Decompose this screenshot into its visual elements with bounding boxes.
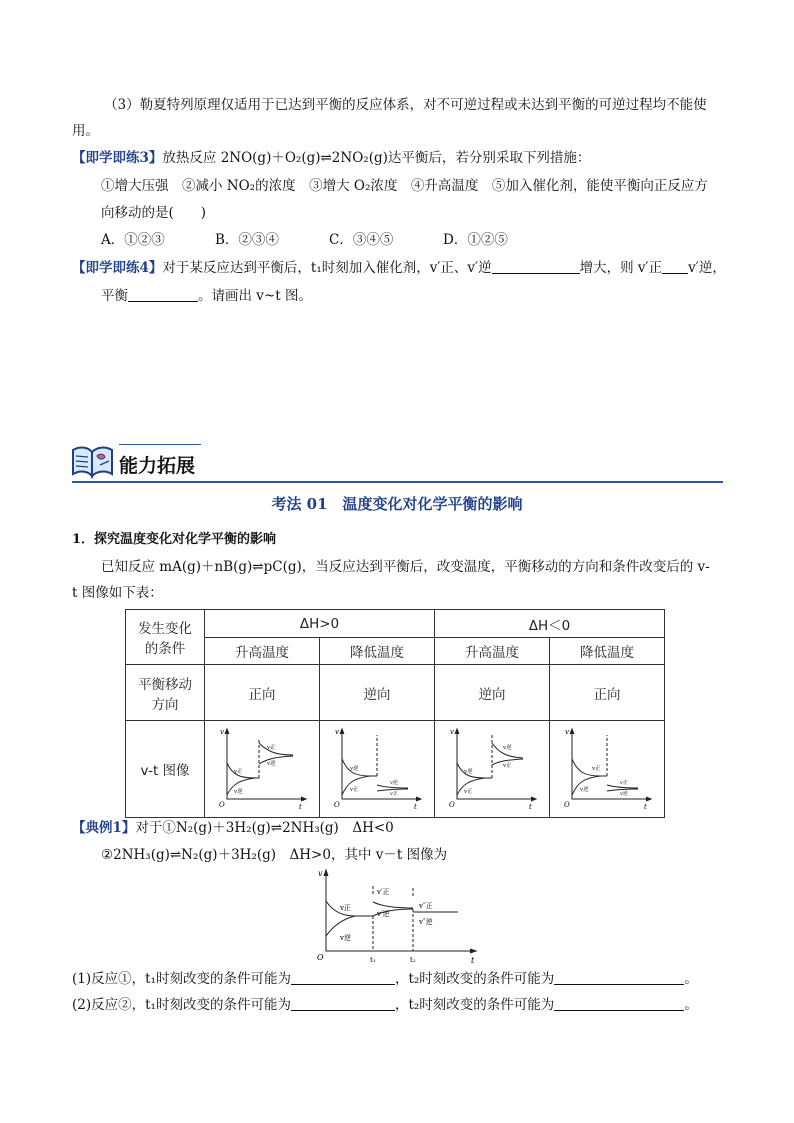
part1-intro-line1: 已知反应 mA(g)＋nB(g)⇌pC(g)，当反应达到平衡后，改变温度，平衡移动的方向和条件改变后的 v-: [101, 559, 710, 575]
label-v1-zheng: v正: [620, 780, 628, 786]
vt-graph-2: [322, 721, 432, 813]
label-v1-zheng: v正: [503, 763, 512, 769]
question-2-a: (2)反应②，t₁时刻改变的条件可能为: [72, 997, 291, 1013]
vt-graph-1: [207, 721, 317, 813]
table-row-label-line2: 方向: [151, 696, 179, 713]
exercise-4-line2-b: 。请画出 v~t 图。: [198, 288, 312, 304]
axis-t: t: [529, 803, 532, 811]
section-title: 考法 01 温度变化对化学平衡的影响: [271, 495, 523, 513]
label-v-zheng: v正: [350, 787, 359, 793]
table-condition-cell: 升高温度: [205, 638, 320, 665]
exercise-4-label: 【即学即练4】: [72, 260, 163, 276]
question-1-a: (1)反应①，t₁时刻改变的条件可能为: [72, 971, 291, 987]
table-row-label-vt: v-t 图像: [126, 721, 205, 818]
label-v1-zheng: v正: [390, 791, 398, 797]
label-v-ni: v逆: [340, 934, 351, 942]
label-v1-ni: v逆: [267, 761, 276, 767]
table-direction-cell: 逆向: [435, 665, 550, 721]
question-2-end: 。: [684, 997, 698, 1013]
label-v-ni: v逆: [580, 787, 589, 793]
label-v2-ni: v″逆: [419, 918, 433, 926]
exercise-3-options-line1: ①增大压强 ②减小 NO₂的浓度 ③增大 O₂浓度 ④升高温度 ⑤加入催化剂，能使平衡向正反应方: [101, 178, 708, 194]
example-1: [72, 818, 394, 838]
label-v1-ni: v逆: [503, 745, 512, 751]
exercise-4-line2: [101, 286, 312, 306]
exercise-3: [72, 148, 590, 168]
table-group-dh-positive: ΔH>0: [205, 610, 435, 638]
example-1-line2: ②2NH₃(g)⇌N₂(g)＋3H₂(g) ΔH>0，其中 v－t 图像为: [101, 847, 448, 863]
table-corner-cell: [126, 610, 205, 665]
label-v1-ni: v逆: [620, 791, 628, 797]
axis-origin: O: [449, 801, 455, 809]
label-v-ni: v逆: [234, 789, 243, 795]
table-direction-cell: 正向: [205, 665, 320, 721]
axis-origin: O: [334, 801, 340, 809]
axis-origin: O: [317, 953, 324, 962]
exercise-3-choice-b: B．②③④: [215, 232, 279, 248]
table-graph-cell: [435, 721, 550, 818]
label-v-zheng: v正: [234, 769, 243, 775]
axis-t: t: [644, 803, 647, 811]
label-v1-zheng: v正: [267, 745, 276, 751]
part1-intro-line2: t 图像如下表：: [72, 585, 163, 601]
paragraph-3-line1: （3）勒夏特列原理仅适用于已达到平衡的反应体系，对不可逆过程或未达到平衡的可逆过程均不能使: [104, 97, 707, 113]
table-condition-cell: 升高温度: [435, 638, 550, 665]
banner-title: 能力拓展: [119, 455, 196, 477]
label-v-zheng: v正: [464, 789, 473, 795]
temperature-table: [125, 609, 665, 818]
exercise-4: [72, 258, 726, 278]
label-v1-ni: v逆: [390, 780, 398, 786]
table-condition-cell: 降低温度: [550, 638, 665, 665]
answer-blank[interactable]: [291, 970, 395, 985]
label-v-ni: v逆: [464, 769, 473, 775]
axis-t: t: [471, 956, 475, 965]
answer-blank[interactable]: [662, 259, 688, 274]
book-icon: [70, 438, 116, 482]
table-corner-line2: 的条件: [144, 641, 186, 657]
table-graph-cell: [320, 721, 435, 818]
axis-t: t: [414, 803, 417, 811]
table-direction-cell: 逆向: [320, 665, 435, 721]
label-v1-zheng: v′正: [377, 888, 390, 896]
table-graph-cell: [205, 721, 320, 818]
exercise-3-choice-d: D．①②⑤: [443, 232, 508, 248]
label-v-zheng: v正: [592, 766, 601, 772]
axis-origin: O: [219, 801, 225, 809]
part1-heading: 1．探究温度变化对化学平衡的影响: [72, 532, 277, 547]
example-1-vt-graph: [313, 866, 483, 966]
table-row-label-line1: 平衡移动: [138, 676, 192, 693]
example-1-label: 【典例1】: [72, 820, 136, 836]
answer-blank[interactable]: [554, 970, 684, 985]
label-v-ni: v逆: [350, 766, 359, 772]
answer-blank[interactable]: [554, 996, 684, 1011]
exercise-4-text-b: 增大，则 v′正: [579, 260, 663, 276]
example-1-line1: 对于①N₂(g)＋3H₂(g)⇌2NH₃(g) ΔH<0: [135, 820, 394, 836]
table-condition-cell: 降低温度: [320, 638, 435, 665]
label-t2: t₂: [410, 956, 416, 964]
question-1-b: ，t₂时刻改变的条件可能为: [394, 971, 555, 987]
paragraph-3-line2: 用。: [72, 123, 99, 139]
exercise-4-text-c: v′逆，: [688, 260, 726, 276]
label-t1: t₁: [370, 956, 376, 964]
table-row-label-direction: [126, 665, 205, 721]
table-direction-cell: 正向: [550, 665, 665, 721]
table-group-dh-negative: ΔH＜0: [435, 610, 665, 638]
label-v-zheng: v正: [340, 904, 351, 912]
question-1-end: 。: [684, 971, 698, 987]
axis-t: t: [299, 803, 302, 811]
exercise-3-label: 【即学即练3】: [72, 150, 163, 166]
question-2-b: ，t₂时刻改变的条件可能为: [394, 997, 555, 1013]
banner-overline: [119, 444, 201, 445]
exercise-3-choice-a: A．①②③: [101, 232, 165, 248]
question-1: [72, 969, 698, 989]
exercise-3-text: 放热反应 2NO(g)＋O₂(g)⇌2NO₂(g)达平衡后，若分别采取下列措施：: [162, 150, 591, 166]
axis-v: v: [565, 728, 569, 736]
table-graph-cell: [550, 721, 665, 818]
label-v1-ni: v′逆: [377, 910, 390, 918]
banner-divider: [72, 481, 723, 483]
question-2: [72, 995, 698, 1015]
exercise-3-options-line2: 向移动的是( ): [101, 205, 207, 221]
answer-blank[interactable]: [492, 259, 580, 274]
axis-v: v: [335, 728, 339, 736]
table-corner-line1: 发生变化: [138, 621, 192, 637]
axis-v: v: [318, 869, 323, 878]
vt-graph-4: [552, 721, 662, 813]
answer-blank[interactable]: [128, 287, 198, 302]
answer-blank[interactable]: [291, 996, 395, 1011]
label-v2-zheng: v″正: [419, 902, 433, 910]
axis-v: v: [220, 728, 224, 736]
vt-graph-3: [437, 721, 547, 813]
exercise-4-line2-a: 平衡: [101, 288, 128, 304]
axis-origin: O: [564, 801, 570, 809]
exercise-4-text-a: 对于某反应达到平衡后，t₁时刻加入催化剂，v′正、v′逆: [162, 260, 492, 276]
exercise-3-choice-c: C．③④⑤: [329, 232, 394, 248]
axis-v: v: [450, 728, 454, 736]
